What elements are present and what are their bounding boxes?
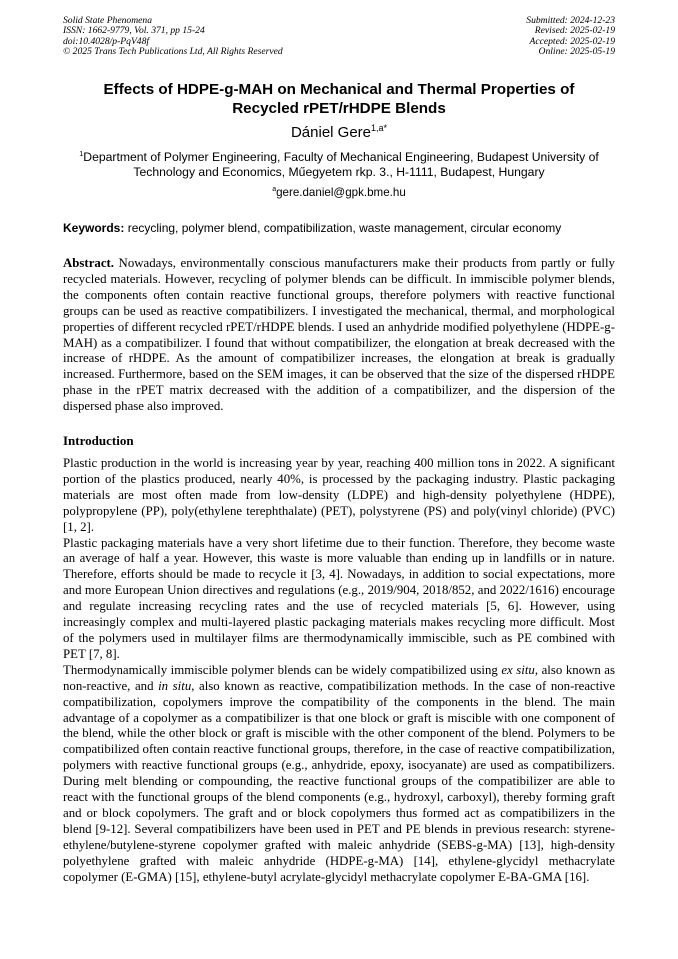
abstract-text: Nowadays, environmentally conscious manufacturers make their products from partly or fully recycled materials. However, recycling of polymer blends can be difficult. In immiscible polymer blends, the components often contain reactive functional groups, therefore polymers with reactive functional groups can be used as reactive compatibilizers. I investigated the mechanical, thermal, and morphological properties of different recycled rPET/rHDPE blends. I used an anhydride modified polyethylene (HDPE-g-MAH) as a compatibilizer. I found that without compatibilizer, the elongation at break decreased with the increase of rHDPE. As the amount of compatibilizer increases, the elongation at break is gradually increased. Furthermore, based on the SEM images, it can be observed that the size of the dispersed rHDPE phase in the rPET matrix decreased with the addition of a compatibilizer, and the dispersion of the dispersed phase also improved. <box>63 256 615 414</box>
affiliation <box>63 150 615 180</box>
title-line-2: Recycled rPET/rHDPE Blends <box>232 100 446 117</box>
intro-paragraph-1: Plastic production in the world is increasing year by year, reaching 400 million tons in 2022. A significant portion of the plastics produced, nearly 40%, is processed by the packaging industry. Plastic packaging materials are most often made from low-density (LDPE) and high-density polyethylene (HDPE), polypropylene (PP), poly(ethylene terephthalate) (PET), polystyrene (PS) and poly(vinyl chloride) (PVC) [1, 2]. <box>63 456 615 534</box>
ex-situ-term: ex situ <box>501 662 535 677</box>
intro-p3-part-b: , also known as non-reactive, and <box>63 662 616 693</box>
author-line <box>0 124 678 142</box>
affiliation-mark: 1 <box>79 148 84 158</box>
author-affiliation-mark: 1,a* <box>371 123 388 133</box>
affiliation-text: Department of Polymer Engineering, Faculty of Mechanical Engineering, Budapest University of Technology and Economics, Műegyetem rkp. 3., H-1111, Budapest, Hungary <box>83 150 599 179</box>
introduction-body <box>63 456 615 885</box>
revised-date: Revised: 2025-02-19 <box>534 25 615 37</box>
keywords-text: recycling, polymer blend, compatibilization, waste management, circular economy <box>127 221 562 235</box>
introduction-heading: Introduction <box>63 433 134 448</box>
accepted-date: Accepted: 2025-02-19 <box>529 35 615 47</box>
journal-name: Solid State Phenomena <box>63 15 152 26</box>
author-name: Dániel Gere <box>290 124 372 141</box>
intro-paragraph-3 <box>63 663 615 886</box>
issn-line: ISSN: 1662-9779, Vol. 371, pp 15-24 <box>63 25 205 37</box>
intro-p3-part-c: , also known as reactive, compatibilization methods. In the case of non-reactive compatibilization, copolymers improve the compatibility of the components in the blend. The main advantage of a copolymer as a compatibilizer is that one block or graft is miscible with one component of the blend, while the other block or graft is miscible with the other component of the blend. Polymers to be compatibilized often contain reactive functional groups, therefore, in the case of reactive compatibilization, polymers with reactive functional groups (e.g., anhydride, epoxy, isocyanate) are used as compatibilizers. During melt blending or compounding, the reactive functional groups of the compatibilizer are able to react with the functional groups of the blend components (e.g., hydroxyl, carboxyl), thereby forming graft and or block copolymers. The graft and or block copolymers thus formed act as compatibilizers in the blend [9-12]. Several compatibilizers have been used in PET and PE blends in previous research: styrene-ethylene/butylene-styrene copolymer grafted with maleic anhydride (SEBS-g-MA) [13], high-density polyethylene grafted with maleic anhydride (HDPE-g-MA) [14], ethylene-glycidyl methacrylate copolymer (E-GMA) [15], ethylene-butyl acrylate-glycidyl methacrylate copolymer E-BA-GMA [16]. <box>63 678 616 884</box>
abstract <box>63 256 615 415</box>
keywords <box>63 221 623 236</box>
author-email <box>0 186 678 200</box>
keywords-label: Keywords: <box>63 221 125 235</box>
title-line-1: Effects of HDPE-g-MAH on Mechanical and Thermal Properties of <box>103 81 575 98</box>
abstract-label: Abstract. <box>63 256 115 270</box>
intro-p3-part-a: Thermodynamically immiscible polymer blends can be widely compatibilized using <box>63 662 502 677</box>
dates-info <box>526 16 615 58</box>
copyright-line: © 2025 Trans Tech Publications Ltd, All Rights Reserved <box>63 46 283 58</box>
email-mark: a <box>272 186 277 194</box>
paper-title <box>60 80 618 118</box>
intro-paragraph-2: Plastic packaging materials have a very short lifetime due to their function. Therefore, they become waste an average of half a year. However, this waste is more valuable than ending up in landfills or in nature. Therefore, efforts should be made to recycle it [3, 4]. Nowadays, in addition to social expectations, more and more European Union directives and regulations (e.g., 2019/904, 2018/852, and 2022/1616) encourage and regulate increasing recycling rates and the use of recycled materials [5, 6]. However, using increasingly complex and multi-layered plastic packaging materials makes recycling more difficult. Most of the polymers used in multilayer films are thermodynamically immiscible, such as PE combined with PET [7, 8]. <box>63 535 615 661</box>
online-date: Online: 2025-05-19 <box>538 46 615 58</box>
doi-link[interactable]: doi:10.4028/p-PqV48f <box>63 35 150 47</box>
in-situ-term: in situ <box>158 678 192 693</box>
submitted-date: Submitted: 2024-12-23 <box>526 15 615 26</box>
journal-info <box>63 16 283 58</box>
email-address[interactable]: gere.daniel@gpk.bme.hu <box>276 186 406 199</box>
